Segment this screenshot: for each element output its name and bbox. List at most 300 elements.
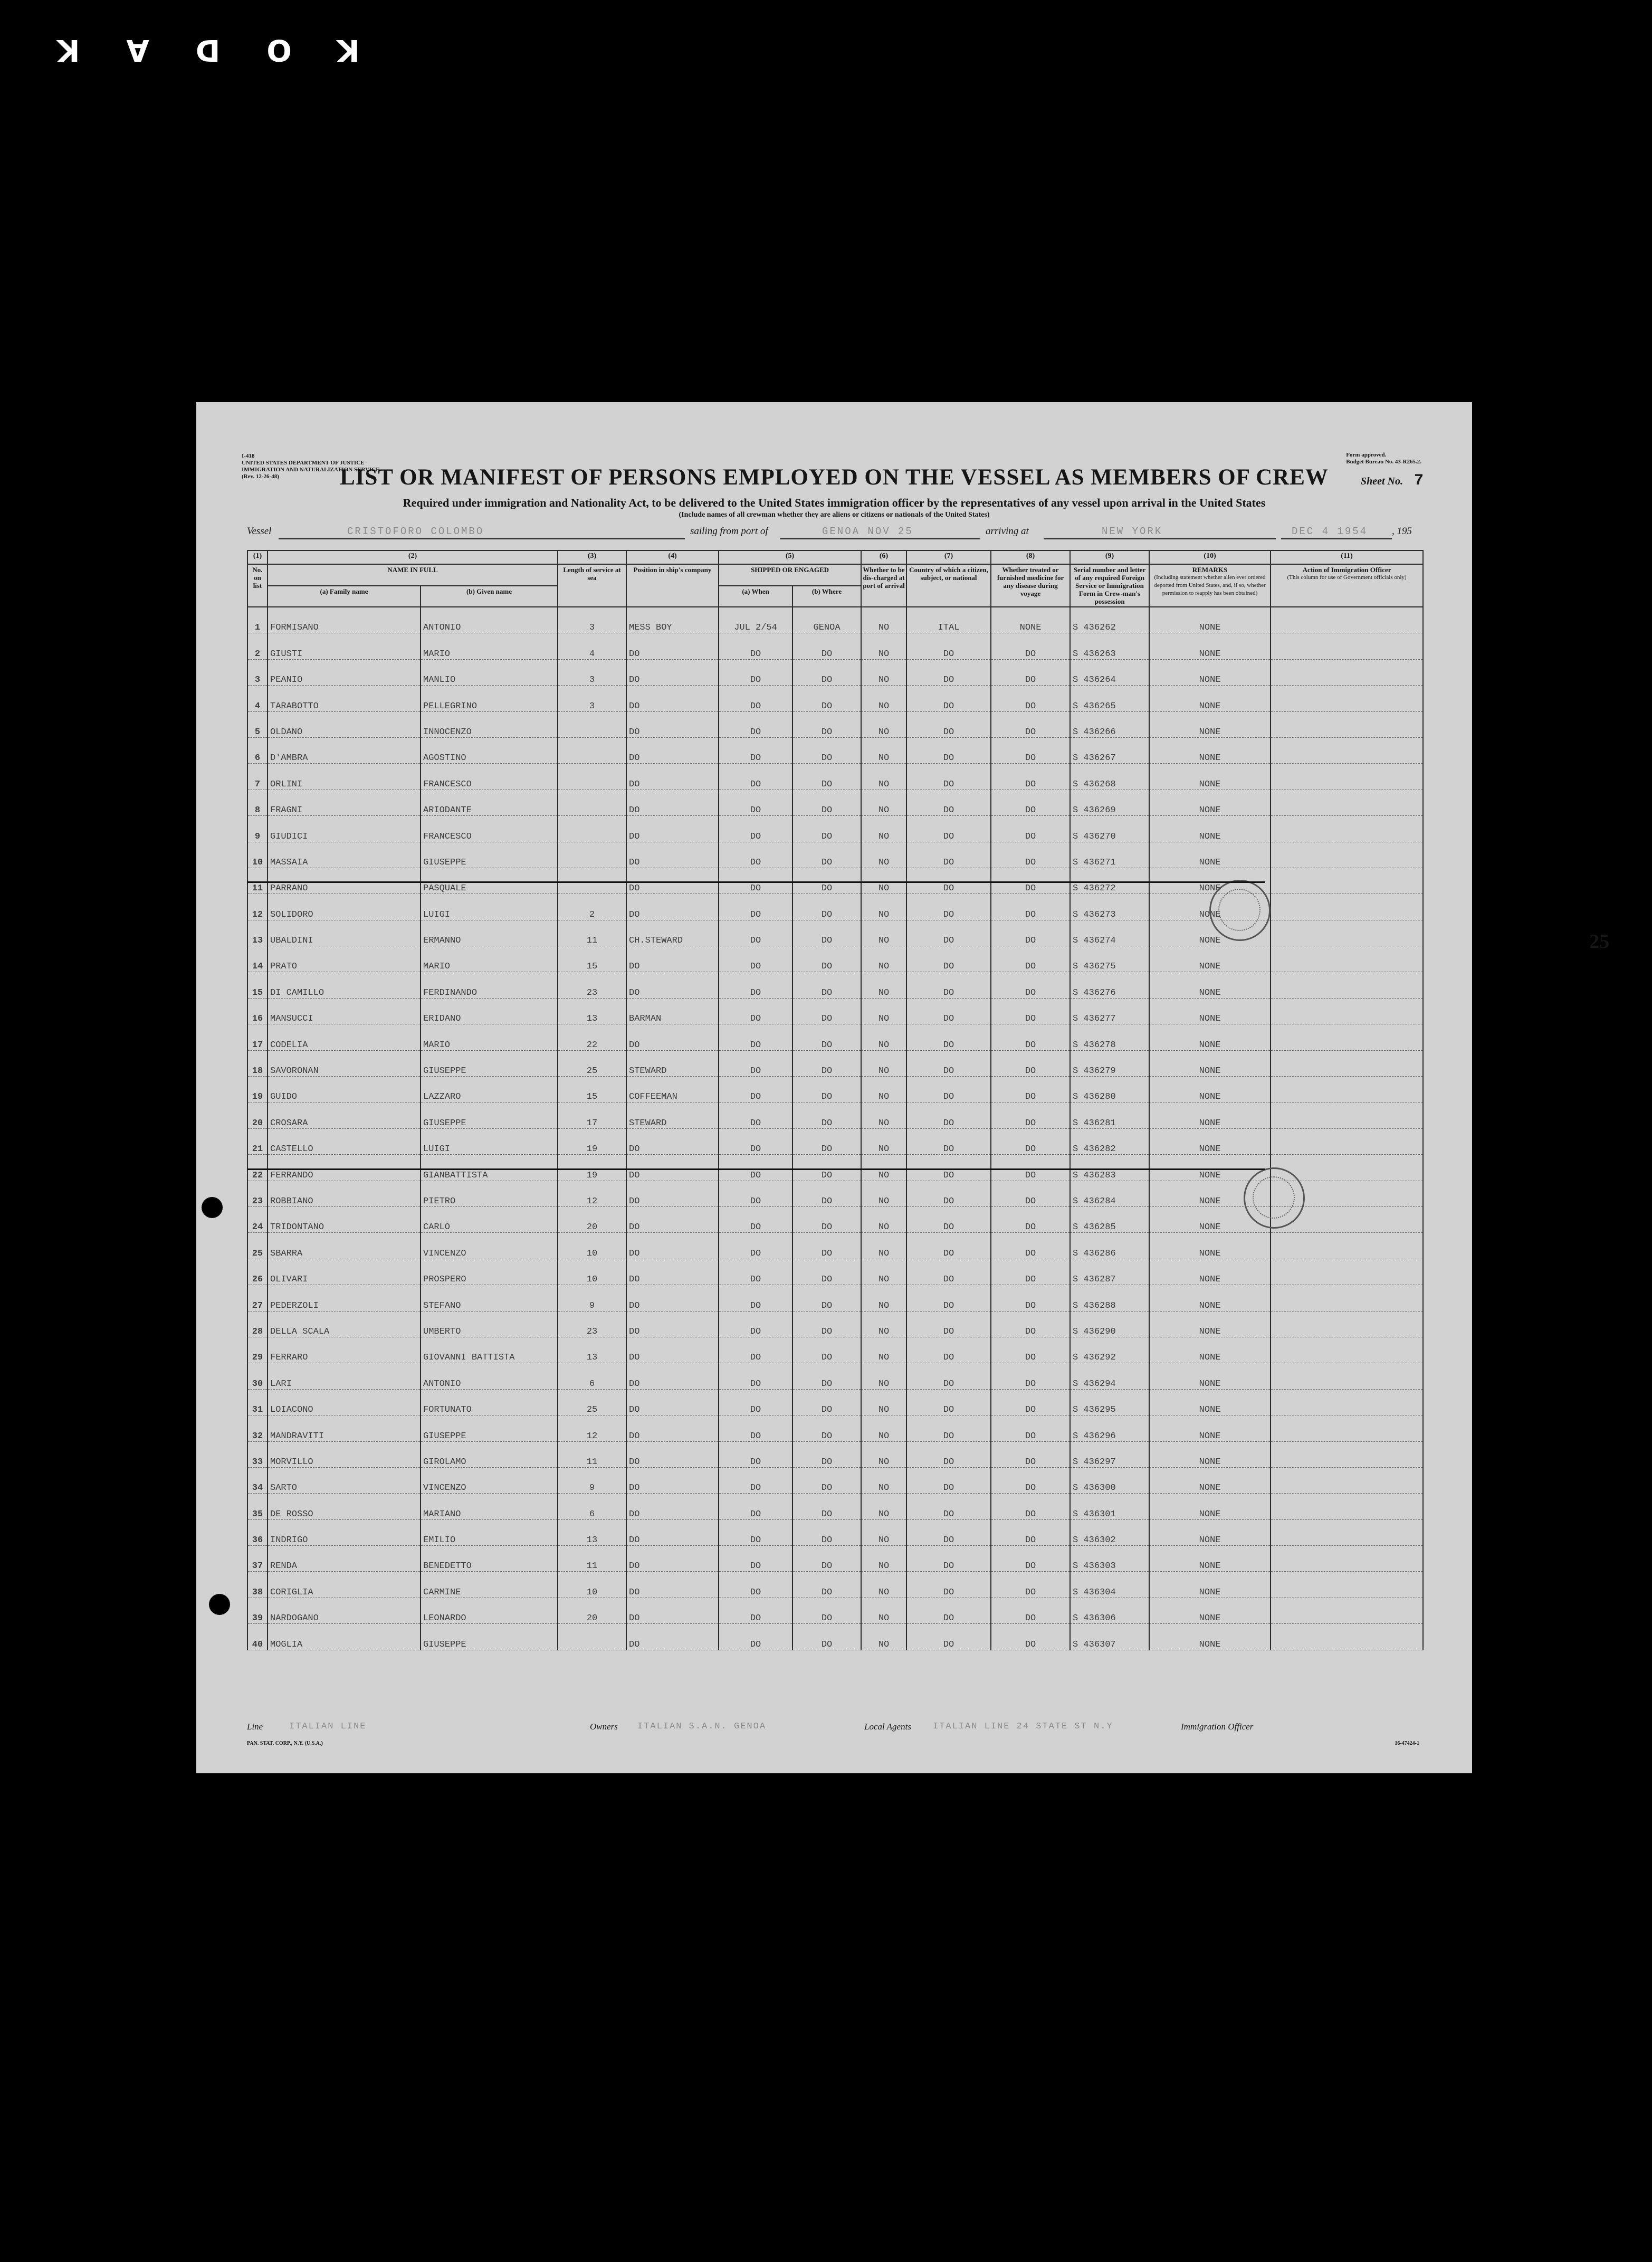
header-given-name: (b) Given name: [421, 586, 558, 607]
treated: DO: [991, 1024, 1070, 1050]
shipped-when: DO: [719, 1519, 792, 1545]
family-name: SBARRA: [268, 1233, 421, 1259]
row-number: 4: [247, 686, 268, 711]
length-of-service: [558, 1624, 626, 1650]
discharged: NO: [861, 1519, 906, 1545]
shipped-where: DO: [792, 920, 861, 946]
shipped-where: DO: [792, 1389, 861, 1415]
officer-action: [1271, 633, 1423, 659]
shipped-where: DO: [792, 1181, 861, 1206]
column-title-row: [247, 564, 1423, 586]
position: DO: [626, 842, 719, 868]
shipped-when: DO: [719, 790, 792, 815]
shipped-where: DO: [792, 868, 861, 894]
serial-number: S 436282: [1070, 1128, 1149, 1154]
family-name: CORIGLIA: [268, 1572, 421, 1598]
budget-bureau-no: Budget Bureau No. 43-R265.2.: [1346, 459, 1421, 465]
length-of-service: 11: [558, 920, 626, 946]
family-name: PEDERZOLI: [268, 1285, 421, 1311]
table-row: [247, 1624, 1423, 1650]
shipped-where: DO: [792, 1155, 861, 1181]
treated: DO: [991, 1572, 1070, 1598]
discharged: NO: [861, 920, 906, 946]
treated: DO: [991, 1415, 1070, 1441]
col-num-11: (11): [1271, 550, 1423, 564]
country: DO: [906, 1103, 991, 1128]
officer-action: [1271, 1494, 1423, 1519]
length-of-service: 17: [558, 1103, 626, 1128]
country: DO: [906, 946, 991, 972]
table-row: [247, 1467, 1423, 1493]
country: DO: [906, 972, 991, 998]
country: DO: [906, 868, 991, 894]
header-when: (a) When: [719, 586, 792, 607]
position: DO: [626, 868, 719, 894]
officer-action: [1271, 998, 1423, 1024]
officer-action: [1271, 1441, 1423, 1467]
country: DO: [906, 1467, 991, 1493]
given-name: FRANCESCO: [421, 816, 558, 842]
table-row: [247, 790, 1423, 815]
shipped-when: DO: [719, 998, 792, 1024]
country: DO: [906, 998, 991, 1024]
treated: DO: [991, 633, 1070, 659]
country: DO: [906, 1077, 991, 1103]
country: DO: [906, 1050, 991, 1076]
header-remarks-note: (Including statement whether alien ever ordered deported from United States, and, if so, whether permission to reapply has been obtained): [1154, 574, 1266, 596]
serial-number: S 436296: [1070, 1415, 1149, 1441]
position: DO: [626, 1519, 719, 1545]
discharged: NO: [861, 998, 906, 1024]
film-edge-mark: KODAK: [11, 33, 360, 67]
officer-action: [1271, 946, 1423, 972]
officer-action: [1271, 1572, 1423, 1598]
discharged: NO: [861, 1103, 906, 1128]
header-discharged: Whether to be dis-charged at port of arrival: [861, 564, 906, 607]
officer-action: [1271, 1519, 1423, 1545]
table-row: [247, 1155, 1423, 1181]
header-treated: Whether treated or furnished medicine for any disease during voyage: [991, 564, 1070, 607]
family-name: FORMISANO: [268, 607, 421, 633]
given-name: ARIODANTE: [421, 790, 558, 815]
given-name: ERMANNO: [421, 920, 558, 946]
form-print-code: 16-47424-1: [1395, 1741, 1419, 1746]
length-of-service: 6: [558, 1494, 626, 1519]
length-of-service: 9: [558, 1285, 626, 1311]
remarks: NONE: [1149, 946, 1271, 972]
col-num-7: (7): [906, 550, 991, 564]
position: DO: [626, 1415, 719, 1441]
local-agents-label: Local Agents: [864, 1722, 911, 1732]
serial-number: S 436294: [1070, 1363, 1149, 1389]
given-name: MANLIO: [421, 659, 558, 685]
table-row: [247, 686, 1423, 711]
serial-number: S 436265: [1070, 686, 1149, 711]
remarks: NONE: [1149, 1337, 1271, 1363]
col-num-2: (2): [268, 550, 558, 564]
position: DO: [626, 894, 719, 920]
row-number: 21: [247, 1128, 268, 1154]
shipped-where: DO: [792, 1546, 861, 1572]
row-number: 26: [247, 1259, 268, 1285]
row-number: 1: [247, 607, 268, 633]
shipped-when: DO: [719, 894, 792, 920]
shipped-where: DO: [792, 737, 861, 763]
family-name: DI CAMILLO: [268, 972, 421, 998]
position: CH.STEWARD: [626, 920, 719, 946]
officer-action: [1271, 816, 1423, 842]
shipped-where: DO: [792, 946, 861, 972]
table-row: [247, 1285, 1423, 1311]
arriving-port-value: NEW YORK: [1102, 526, 1163, 537]
country: DO: [906, 790, 991, 815]
serial-number: S 436307: [1070, 1624, 1149, 1650]
position: STEWARD: [626, 1103, 719, 1128]
country: DO: [906, 920, 991, 946]
remarks: NONE: [1149, 1441, 1271, 1467]
country: DO: [906, 1494, 991, 1519]
serial-number: S 436285: [1070, 1206, 1149, 1232]
discharged: NO: [861, 1181, 906, 1206]
col-num-8: (8): [991, 550, 1070, 564]
country: DO: [906, 1624, 991, 1650]
family-name: SAVORONAN: [268, 1050, 421, 1076]
officer-action: [1271, 920, 1423, 946]
header-family-name: (a) Family name: [268, 586, 421, 607]
length-of-service: 6: [558, 1363, 626, 1389]
family-name: CROSARA: [268, 1103, 421, 1128]
treated: DO: [991, 659, 1070, 685]
discharged: NO: [861, 1598, 906, 1623]
shipped-when: DO: [719, 1572, 792, 1598]
row-number: 12: [247, 894, 268, 920]
position: STEWARD: [626, 1050, 719, 1076]
serial-number: S 436288: [1070, 1285, 1149, 1311]
treated: DO: [991, 1285, 1070, 1311]
serial-number: S 436300: [1070, 1467, 1149, 1493]
given-name: GIUSEPPE: [421, 1624, 558, 1650]
row-number: 33: [247, 1441, 268, 1467]
country: DO: [906, 1259, 991, 1285]
remarks: NONE: [1149, 868, 1271, 894]
serial-number: S 436303: [1070, 1546, 1149, 1572]
length-of-service: [558, 816, 626, 842]
position: DO: [626, 946, 719, 972]
officer-action: [1271, 1546, 1423, 1572]
officer-action: [1271, 1128, 1423, 1154]
arrival-date-value: DEC 4 1954: [1292, 526, 1368, 537]
header-remarks: [1149, 564, 1271, 607]
discharged: NO: [861, 1155, 906, 1181]
country: DO: [906, 1519, 991, 1545]
table-row: [247, 972, 1423, 998]
country: DO: [906, 659, 991, 685]
length-of-service: 15: [558, 1077, 626, 1103]
row-number: 31: [247, 1389, 268, 1415]
position: COFFEEMAN: [626, 1077, 719, 1103]
country: DO: [906, 1155, 991, 1181]
shipped-when: DO: [719, 1285, 792, 1311]
col-num-5: (5): [719, 550, 861, 564]
discharged: NO: [861, 659, 906, 685]
discharged: NO: [861, 1389, 906, 1415]
header-action-title: Action of Immigration Officer: [1302, 566, 1391, 574]
officer-action: [1271, 1389, 1423, 1415]
shipped-where: DO: [792, 1624, 861, 1650]
discharged: NO: [861, 764, 906, 790]
length-of-service: 13: [558, 1337, 626, 1363]
serial-number: S 436280: [1070, 1077, 1149, 1103]
vessel-line: [247, 526, 1428, 540]
manifest-title: LIST OR MANIFEST OF PERSONS EMPLOYED ON THE VESSEL AS MEMBERS OF CREW: [340, 465, 1329, 490]
country: DO: [906, 1024, 991, 1050]
position: DO: [626, 1441, 719, 1467]
row-number: 2: [247, 633, 268, 659]
discharged: NO: [861, 1546, 906, 1572]
discharged: NO: [861, 1128, 906, 1154]
treated: DO: [991, 1050, 1070, 1076]
family-name: RENDA: [268, 1546, 421, 1572]
serial-number: S 436277: [1070, 998, 1149, 1024]
position: DO: [626, 1024, 719, 1050]
department-name: UNITED STATES DEPARTMENT OF JUSTICE: [242, 460, 365, 466]
remarks: NONE: [1149, 1624, 1271, 1650]
country: DO: [906, 737, 991, 763]
remarks: NONE: [1149, 1103, 1271, 1128]
table-row: [247, 1103, 1423, 1128]
length-of-service: 4: [558, 633, 626, 659]
row-number: 37: [247, 1546, 268, 1572]
length-of-service: 10: [558, 1259, 626, 1285]
length-of-service: 3: [558, 607, 626, 633]
given-name: UMBERTO: [421, 1311, 558, 1337]
serial-number: S 436271: [1070, 842, 1149, 868]
margin-count: 25: [1589, 930, 1609, 953]
discharged: NO: [861, 1259, 906, 1285]
crew-manifest-table: [247, 550, 1424, 1650]
family-name: PARRANO: [268, 868, 421, 894]
discharged: NO: [861, 1024, 906, 1050]
shipped-where: DO: [792, 1467, 861, 1493]
treated: DO: [991, 1155, 1070, 1181]
discharged: NO: [861, 1206, 906, 1232]
position: DO: [626, 633, 719, 659]
length-of-service: 22: [558, 1024, 626, 1050]
manifest-subtitle-note: (Include names of all crewman whether they are aliens or citizens or nationals of the United States): [679, 511, 990, 519]
length-of-service: 13: [558, 1519, 626, 1545]
discharged: NO: [861, 1363, 906, 1389]
length-of-service: 3: [558, 659, 626, 685]
officer-action: [1271, 1337, 1423, 1363]
treated: DO: [991, 1311, 1070, 1337]
remarks: NONE: [1149, 972, 1271, 998]
treated: DO: [991, 1128, 1070, 1154]
row-number: 6: [247, 737, 268, 763]
discharged: NO: [861, 711, 906, 737]
shipped-when: DO: [719, 1624, 792, 1650]
serial-number: S 436274: [1070, 920, 1149, 946]
remarks: NONE: [1149, 607, 1271, 633]
binder-hole: [209, 1594, 230, 1615]
country: DO: [906, 1285, 991, 1311]
given-name: LUIGI: [421, 894, 558, 920]
discharged: NO: [861, 946, 906, 972]
shipped-where: DO: [792, 1311, 861, 1337]
row-number: 15: [247, 972, 268, 998]
family-name: MORVILLO: [268, 1441, 421, 1467]
position: MESS BOY: [626, 607, 719, 633]
length-of-service: [558, 764, 626, 790]
remarks: NONE: [1149, 998, 1271, 1024]
table-row: [247, 816, 1423, 842]
officer-action: [1271, 659, 1423, 685]
row-number: 20: [247, 1103, 268, 1128]
header-serial-number: Serial number and letter of any required Foreign Service or Immigration Form in Crew-man's possession: [1070, 564, 1149, 607]
treated: DO: [991, 842, 1070, 868]
table-row: [247, 659, 1423, 685]
serial-number: S 436287: [1070, 1259, 1149, 1285]
row-number: 36: [247, 1519, 268, 1545]
officer-action: [1271, 1285, 1423, 1311]
country: DO: [906, 1572, 991, 1598]
manifest-footer: [247, 1722, 1428, 1737]
discharged: NO: [861, 790, 906, 815]
country: DO: [906, 686, 991, 711]
position: DO: [626, 1389, 719, 1415]
serial-number: S 436275: [1070, 946, 1149, 972]
family-name: PEANIO: [268, 659, 421, 685]
length-of-service: 2: [558, 894, 626, 920]
table-row: [247, 1519, 1423, 1545]
form-approved: Form approved.: [1346, 452, 1387, 458]
row-number: 32: [247, 1415, 268, 1441]
table-row: [247, 1077, 1423, 1103]
given-name: ANTONIO: [421, 607, 558, 633]
position: DO: [626, 1546, 719, 1572]
row-number: 8: [247, 790, 268, 815]
remarks: NONE: [1149, 1494, 1271, 1519]
given-name: MARIO: [421, 1024, 558, 1050]
position: DO: [626, 1337, 719, 1363]
family-name: OLIVARI: [268, 1259, 421, 1285]
table-row: [247, 1311, 1423, 1337]
treated: DO: [991, 868, 1070, 894]
row-number: 23: [247, 1181, 268, 1206]
family-name: CODELIA: [268, 1024, 421, 1050]
country: DO: [906, 1128, 991, 1154]
officer-action: [1271, 1624, 1423, 1650]
shipped-when: DO: [719, 764, 792, 790]
row-number: 11: [247, 868, 268, 894]
officer-action: [1271, 1363, 1423, 1389]
shipped-where: DO: [792, 790, 861, 815]
remarks: NONE: [1149, 842, 1271, 868]
treated: DO: [991, 1103, 1070, 1128]
shipped-when: DO: [719, 1181, 792, 1206]
given-name: VINCENZO: [421, 1233, 558, 1259]
discharged: NO: [861, 633, 906, 659]
discharged: NO: [861, 1624, 906, 1650]
shipped-when: DO: [719, 686, 792, 711]
shipped-when: DO: [719, 1233, 792, 1259]
given-name: FORTUNATO: [421, 1389, 558, 1415]
table-row: [247, 1259, 1423, 1285]
shipped-when: DO: [719, 1337, 792, 1363]
shipped-when: DO: [719, 1155, 792, 1181]
strike-through-line: [247, 881, 1265, 883]
table-header: [247, 550, 1423, 607]
remarks: NONE: [1149, 1519, 1271, 1545]
row-number: 30: [247, 1363, 268, 1389]
country: DO: [906, 1415, 991, 1441]
row-number: 38: [247, 1572, 268, 1598]
shipped-when: DO: [719, 868, 792, 894]
vessel-label: Vessel: [247, 526, 272, 537]
shipped-where: DO: [792, 686, 861, 711]
officer-action: [1271, 607, 1423, 633]
length-of-service: 10: [558, 1233, 626, 1259]
family-name: NARDOGANO: [268, 1598, 421, 1623]
shipped-where: DO: [792, 894, 861, 920]
length-of-service: [558, 737, 626, 763]
manifest-subtitle: Required under immigration and Nationality Act, to be delivered to the United States immigration officer by the representatives of any vessel upon arrival in the United States: [403, 496, 1266, 509]
shipped-when: DO: [719, 1415, 792, 1441]
shipped-when: DO: [719, 1311, 792, 1337]
serial-number: S 436279: [1070, 1050, 1149, 1076]
serial-number: S 436273: [1070, 894, 1149, 920]
treated: DO: [991, 1389, 1070, 1415]
shipped-where: DO: [792, 1077, 861, 1103]
serial-number: S 436295: [1070, 1389, 1149, 1415]
serial-number: S 436302: [1070, 1519, 1149, 1545]
row-number: 25: [247, 1233, 268, 1259]
position: DO: [626, 1572, 719, 1598]
header-name-in-full: NAME IN FULL: [268, 564, 558, 586]
family-name: GIUSTI: [268, 633, 421, 659]
col-num-6: (6): [861, 550, 906, 564]
shipped-where: DO: [792, 816, 861, 842]
given-name: FRANCESCO: [421, 764, 558, 790]
shipped-when: DO: [719, 737, 792, 763]
shipped-when: DO: [719, 842, 792, 868]
position: DO: [626, 1311, 719, 1337]
country: DO: [906, 1206, 991, 1232]
position: DO: [626, 1624, 719, 1650]
discharged: NO: [861, 1337, 906, 1363]
treated: DO: [991, 1494, 1070, 1519]
shipped-where: DO: [792, 1050, 861, 1076]
serial-number: S 436270: [1070, 816, 1149, 842]
shipped-when: DO: [719, 816, 792, 842]
shipped-where: DO: [792, 1337, 861, 1363]
treated: DO: [991, 790, 1070, 815]
inspection-stamp: [1244, 1167, 1305, 1229]
shipped-when: DO: [719, 920, 792, 946]
family-name: LARI: [268, 1363, 421, 1389]
treated: DO: [991, 1624, 1070, 1650]
discharged: NO: [861, 1233, 906, 1259]
table-row: [247, 1363, 1423, 1389]
given-name: FERDINANDO: [421, 972, 558, 998]
position: DO: [626, 659, 719, 685]
table-row: [247, 1337, 1423, 1363]
table-row: [247, 1415, 1423, 1441]
shipped-where: DO: [792, 1494, 861, 1519]
shipped-when: DO: [719, 1363, 792, 1389]
given-name: GIUSEPPE: [421, 842, 558, 868]
treated: DO: [991, 1233, 1070, 1259]
col-num-4: (4): [626, 550, 719, 564]
